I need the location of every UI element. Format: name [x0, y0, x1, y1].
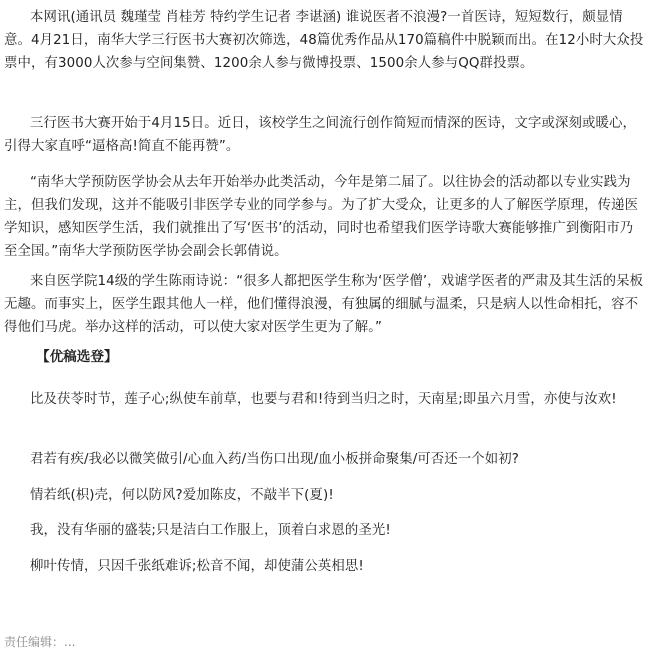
article-paragraph-background: 三行医书大赛开始于4月15日。近日，该校学生之间流行创作简短而情深的医诗，文字或深刻或暖心，引得大家直呼“逼格高!简直不能再赞”。	[4, 116, 636, 154]
article-paragraph-quote-chenyushi: 来自医学院14级的学生陈雨诗说：“很多人都把医学生称为‘医学僧’，戏谑学医者的严肃及其生活的呆板无趣。而事实上，医学生跟其他人一样，他们懂得浪漫，有独属的细腻与温柔，只是病人以性命相托，容不得他们马虎。举办这样的活动，可以使大家对医学生更为了解。”	[4, 274, 644, 335]
poem-1: 比及茯苓时节，莲子心;纵使车前草，也要与君和!待到当归之时，天南星;即虽六月雪，亦使与汝欢!	[30, 392, 617, 407]
poem-3: 情若纸(枳)壳，何以防风?爱加陈皮，不敲半下(夏)!	[30, 488, 334, 503]
article-paragraph-intro: 本网讯(通讯员 魏瑾莹 肖桂芳 特约学生记者 李谌涵) 谁说医者不浪漫?一首医诗，短短数行，颇显情意。4月21日，南华大学三行医书大赛初次筛选，48篇优秀作品从170篇稿件中脱颖而出。在12小时大众投票中，有3000人次参与空间集赞、1200余人参与微博投票、1500余人参与QQ群投票。	[4, 10, 644, 71]
article-paragraph-quote-guoqian: “南华大学预防医学协会从去年开始举办此类活动，今年是第二届了。以往协会的活动都以专业实践为主，但我们发现，这并不能吸引非医学专业的同学参与。为了扩大受众，让更多的人了解医学原理，传递医学知识，感知医学生活，我们就推出了写‘医书’的活动，同时也希望我们医学诗歌大赛能够推广到衡阳市乃至全国。”南华大学预防医学协会副会长郭倩说。	[4, 175, 639, 259]
section-heading: 【优稿选登】	[36, 349, 118, 365]
poem-2: 君若有疾/我必以微笑做引/心血入药/当伤口出现/血小板拼命聚集/可否还一个如初?	[30, 452, 519, 467]
editor-credit-cutoff: 责任编辑：...	[4, 635, 76, 649]
poem-4: 我，没有华丽的盛装;只是洁白工作服上，顶着白求恩的圣光!	[30, 523, 391, 538]
poem-5: 柳叶传情，只因千张纸难诉;松音不闻，却使蒲公英相思!	[30, 559, 364, 574]
